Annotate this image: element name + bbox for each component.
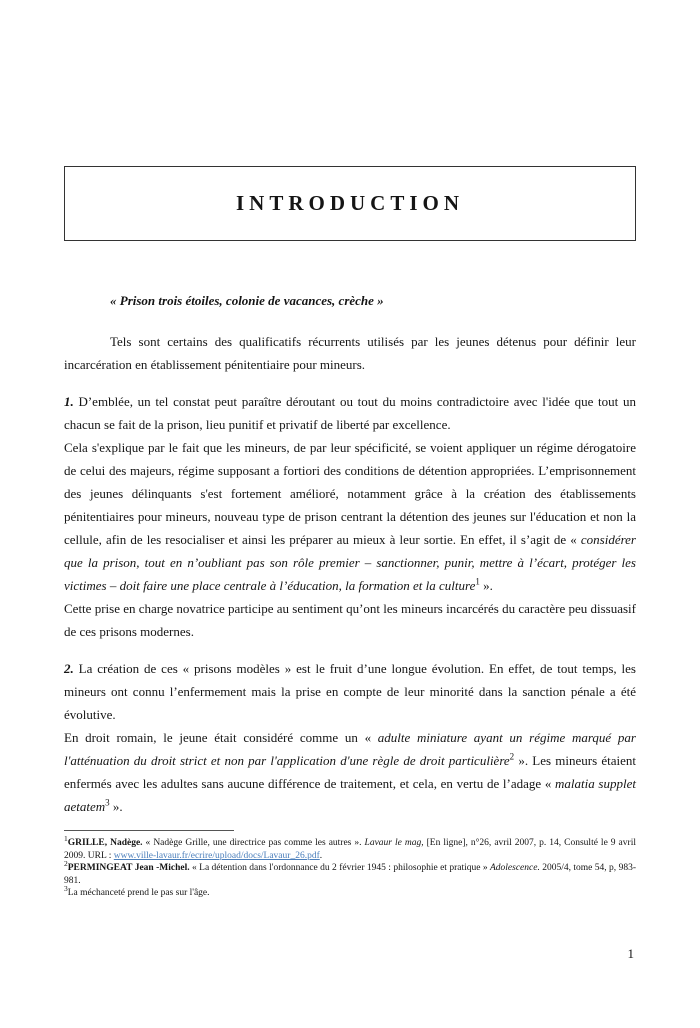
footnote-reference-marker: 3 <box>105 797 110 808</box>
paragraph <box>64 597 636 643</box>
body-paragraphs <box>64 330 636 818</box>
paragraph <box>64 657 636 726</box>
paragraph <box>64 726 636 818</box>
footnote-number: 3 <box>64 883 68 893</box>
text-run: GRILLE, Nadège. <box>67 838 143 848</box>
epigraph-quote: « Prison trois étoiles, colonie de vacances, crèche » <box>110 293 384 308</box>
footnote <box>64 833 636 862</box>
footnote-url-link[interactable]: www.ville-lavaur.fr/ecrire/upload/docs/Lavaur_26.pdf <box>113 850 320 861</box>
page-title: INTRODUCTION <box>235 191 465 215</box>
text-run: « Nadège Grille, une directrice pas comme les autres ». <box>142 838 365 848</box>
text-run: 2005/4, tome 54, p, 983-981. <box>64 863 636 886</box>
text-run: 1. <box>64 394 74 409</box>
introduction-title-box <box>64 166 636 241</box>
text-run: D’emblée, un tel constat peut paraître déroutant ou tout du moins contradictoire avec l'idée que tout un chacun se fait de la prison, lieu punitif et privatif de liberté par excellence. <box>64 394 636 432</box>
text-run: ». <box>479 578 493 593</box>
text-run: 2. <box>64 661 74 676</box>
text-run: La méchanceté prend le pas sur l'âge. <box>67 888 210 898</box>
text-run: Tels sont certains des qualificatifs récurrents utilisés par les jeunes détenus pour définir leur incarcération en établissement pénitentiaire pour mineurs. <box>64 334 636 372</box>
footnote-number: 2 <box>64 858 68 868</box>
footnote-separator <box>64 830 234 831</box>
text-run: « La détention dans l'ordonnance du 2 février 1945 : philosophie et pratique » <box>189 863 490 873</box>
footnote-reference-marker: 1 <box>475 576 480 587</box>
paragraph <box>64 330 636 376</box>
footnote-number: 1 <box>64 833 68 843</box>
text-run: Cette prise en charge novatrice participe au sentiment qu’ont les mineurs incarcérés du caractère peu dissuasif de ces prisons modernes. <box>64 601 636 639</box>
text-run: Adolescence. <box>489 863 540 873</box>
footnote <box>64 858 636 887</box>
text-run: ». <box>109 799 123 814</box>
text-run: considérer que la prison, tout en n’oubliant pas son rôle premier – sanctionner, punir, mettre à l’écart, protéger les victimes – doit faire une place centrale à l’éducation, la formation et la culture <box>64 532 636 593</box>
text-run: adulte miniature ayant un régime marqué par l'atténuation du droit strict et non par l'application d'une règle de droit particulière <box>64 730 636 768</box>
text-run: Cela s'explique par le fait que les mineurs, de par leur spécificité, se voient appliquer un régime dérogatoire de celui des majeurs, régime supposant a fortiori des conditions de détention appropriées. L’emprisonnement des jeunes délinquants s'est fortement amélioré, notamment grâce à la création des établissements pénitentiaires pour mineurs, nouveau type de prison centrant la détention des jeunes sur l'éducation et non la cellule, afin de les resocialiser et ainsi les préparer au mieux à leur sortie. En effet, il s’agit de « <box>64 440 636 547</box>
paragraph <box>64 390 636 436</box>
text-run: ». Les mineurs étaient enfermés avec les adultes sans aucune différence de traitement, et cela, en vertu de l’adage « <box>64 753 636 791</box>
text-run: Lavaur le mag, <box>364 838 424 848</box>
footnote-reference-marker: 2 <box>509 751 515 762</box>
text-run: En droit romain, le jeune était considéré comme un « <box>64 730 378 745</box>
page-number: 1 <box>627 946 634 961</box>
text-run: malatia supplet aetatem <box>64 776 636 814</box>
paragraph <box>64 436 636 597</box>
footnotes-section <box>64 830 636 900</box>
footnote <box>64 883 636 900</box>
text-run: . <box>319 850 323 861</box>
footnotes-list <box>64 833 636 900</box>
page-content <box>64 0 636 900</box>
text-run: PERMINGEAT Jean -Michel. <box>67 863 190 873</box>
text-run: [En ligne], n°26, avril 2007, p. 14, Consulté le 9 avril 2009. URL : <box>64 838 636 861</box>
text-run: La création de ces « prisons modèles » est le fruit d’une longue évolution. En effet, de tout temps, les mineurs ont connu l’enfermement mais la prise en compte de leur minorité dans la sanction pénale a été évolutive. <box>64 661 636 722</box>
